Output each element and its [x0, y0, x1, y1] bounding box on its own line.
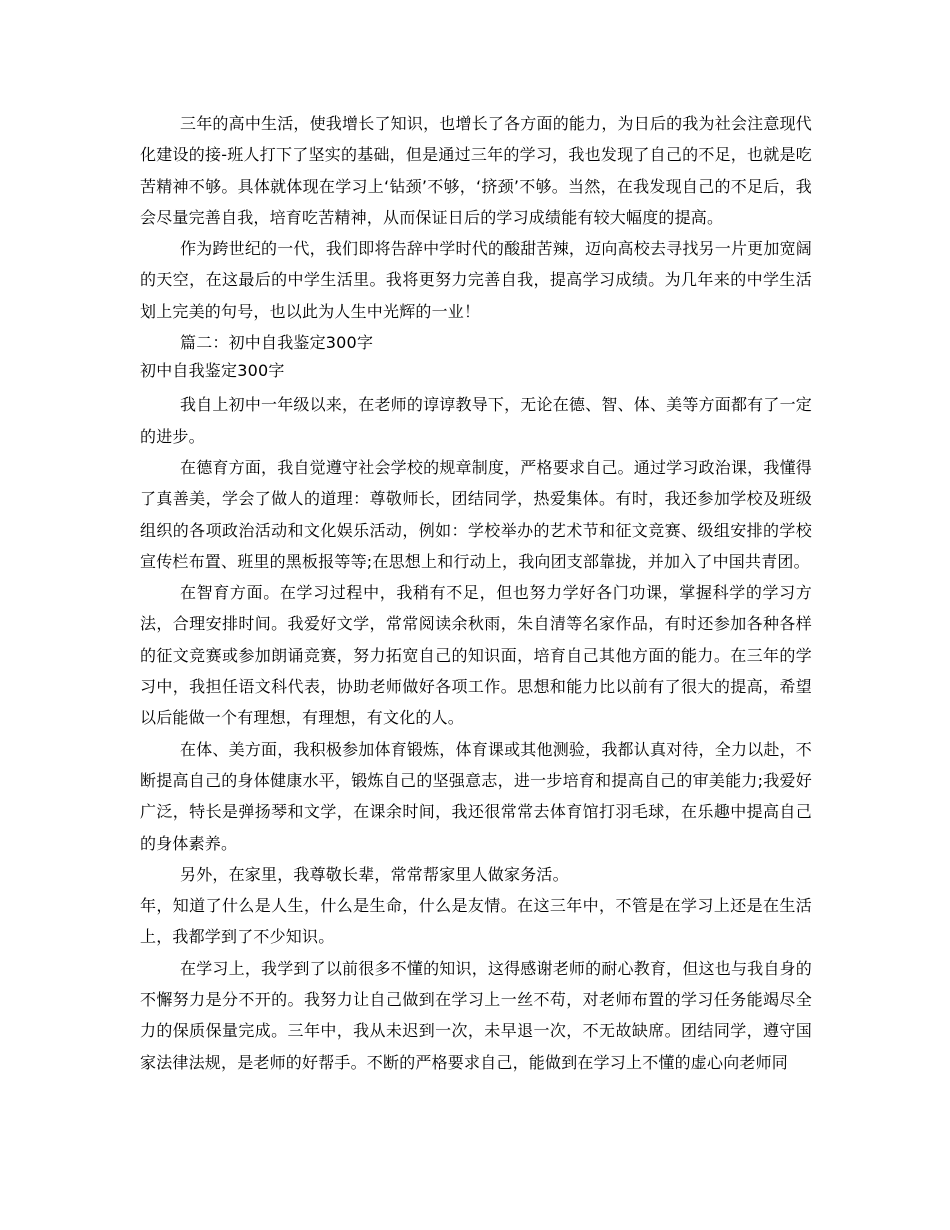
paragraph-future-outlook: 作为跨世纪的一代，我们即将告辞中学时代的酸甜苦辣，迈向高校去寻找另一片更加宽阔的天空，在这最后的中学生活里。我将更努力完善自我，提高学习成绩。为几年来的中学生活划上完美的句号，也以此为人生中光辉的一业！: [140, 239, 812, 321]
paragraph-at-home: 另外，在家里，我尊敬长辈，常常帮家里人做家务活。: [180, 864, 569, 884]
paragraph-study: 在学习上，我学到了以前很多不懂的知识，这得感谢老师的耐心教育，但这也与我自身的不懈努力是分不开的。我努力让自己做到在学习上一丝不苟，对老师布置的学习任务能竭尽全力的保质保量完成。三年中，我从未迟到一次，未早退一次，不无故缺席。团结同学，遵守国家法律法规，是老师的好帮手。不断的严格要求自己，能做到在学习上不懂的虚心向老师同: [140, 958, 812, 1072]
paragraph-high-school-summary: 三年的高中生活，使我增长了知识，也增长了各方面的能力，为日后的我为社会注意现代化建设的接-班人打下了坚实的基础，但是通过三年的学习，我也发现了自己的不足，也就是吃苦精神不够。具体就体现在学习上‘钻颈’不够，‘挤颈’不够。当然，在我发现自己的不足后，我会尽量完善自我，培育吃苦精神，从而保证日后的学习成绩能有较大幅度的提高。: [140, 114, 812, 227]
document-page: [140, 108, 812, 1078]
section-heading-part-two: 篇二：初中自我鉴定300字: [180, 333, 374, 353]
paragraph-physical-aesthetic: 在体、美方面，我积极参加体育锻炼，体育课或其他测验，我都认真对待，全力以赴，不断提高自己的身体健康水平，锻炼自己的坚强意志，进一步培育和提高自己的审美能力;我爱好广泛，特长是弹扬琴和文学，在课余时间，我还很常常去体育馆打羽毛球，在乐趣中提高自己的身体素养。: [140, 739, 812, 853]
section-title: 初中自我鉴定300字: [140, 361, 285, 381]
paragraph-life-lessons: 年，知道了什么是人生，什么是生命，什么是友情。在这三年中，不管是在学习上还是在生活上，我都学到了不少知识。: [140, 896, 812, 947]
paragraph-intellectual-education: 在智育方面。在学习过程中，我稍有不足，但也努力学好各门功课，掌握科学的学习方法，合理安排时间。我爱好文学，常常阅读余秋雨，朱自清等名家作品，有时还参加各种各样的征文竞赛或参加朗诵竞赛，努力拓宽自己的知识面，培育自己其他方面的能力。在三年的学习中，我担任语文科代表，协助老师做好各项工作。思想和能力比以前有了很大的提高，希望以后能做一个有理想，有理想，有文化的人。: [140, 583, 812, 728]
paragraph-intro: 我自上初中一年级以来，在老师的谆谆教导下，无论在德、智、体、美等方面都有了一定的进步。: [140, 395, 812, 446]
paragraph-moral-education: 在德育方面，我自觉遵守社会学校的规章制度，严格要求自己。通过学习政治课，我懂得了真善美，学会了做人的道理：尊敬师长，团结同学，热爱集体。有时，我还参加学校及班级组织的各项政治活动和文化娱乐活动，例如：学校举办的艺术节和征文竞赛、级组安排的学校宣传栏布置、班里的黑板报等等;在思想上和行动上，我向团支部靠拢，并加入了中国共青团。: [140, 457, 812, 571]
